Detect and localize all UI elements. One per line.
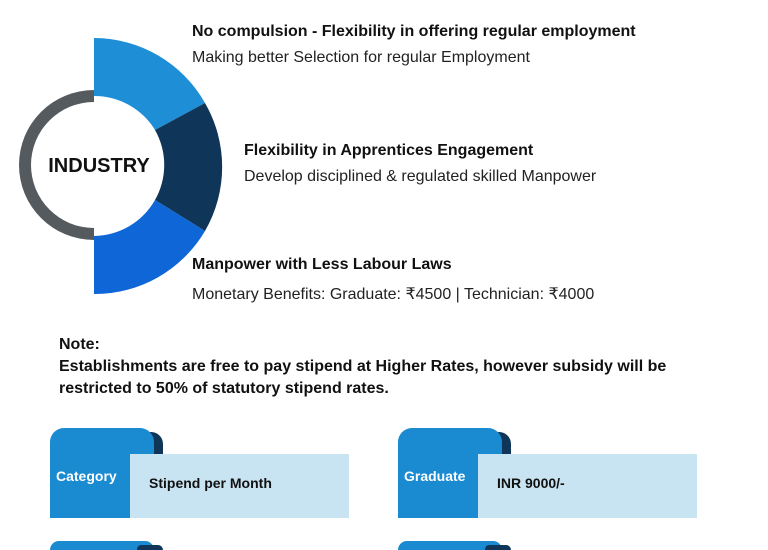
segment-1-subtitle: Making better Selection for regular Employment (192, 49, 530, 66)
segment-2-title: Flexibility in Apprentices Engagement (244, 142, 534, 159)
stipend-card-graduate (398, 428, 698, 520)
category-value: Stipend per Month (149, 475, 272, 491)
segment-2-subtitle: Develop disciplined & regulated skilled Manpower (244, 168, 597, 185)
stipend-card-category (50, 428, 350, 520)
graduate-value: INR 9000/- (497, 475, 565, 491)
note-label: Note: (59, 336, 100, 353)
segment-3-title: Manpower with Less Labour Laws (192, 256, 452, 273)
segment-3-subtitle: Monetary Benefits: Graduate: ₹4500 | Technician: ₹4000 (192, 286, 595, 303)
stipend-card-partial-left (50, 541, 350, 550)
graduate-label: Graduate (404, 468, 466, 484)
industry-label: INDUSTRY (48, 155, 150, 177)
stipend-card-partial-right (398, 541, 698, 550)
category-label: Category (56, 468, 117, 484)
note-text: Establishments are free to pay stipend at Higher Rates, however subsidy will be restricted to 50% of statutory stipend rates. (59, 358, 667, 397)
segment-1-title: No compulsion - Flexibility in offering regular employment (192, 23, 636, 40)
